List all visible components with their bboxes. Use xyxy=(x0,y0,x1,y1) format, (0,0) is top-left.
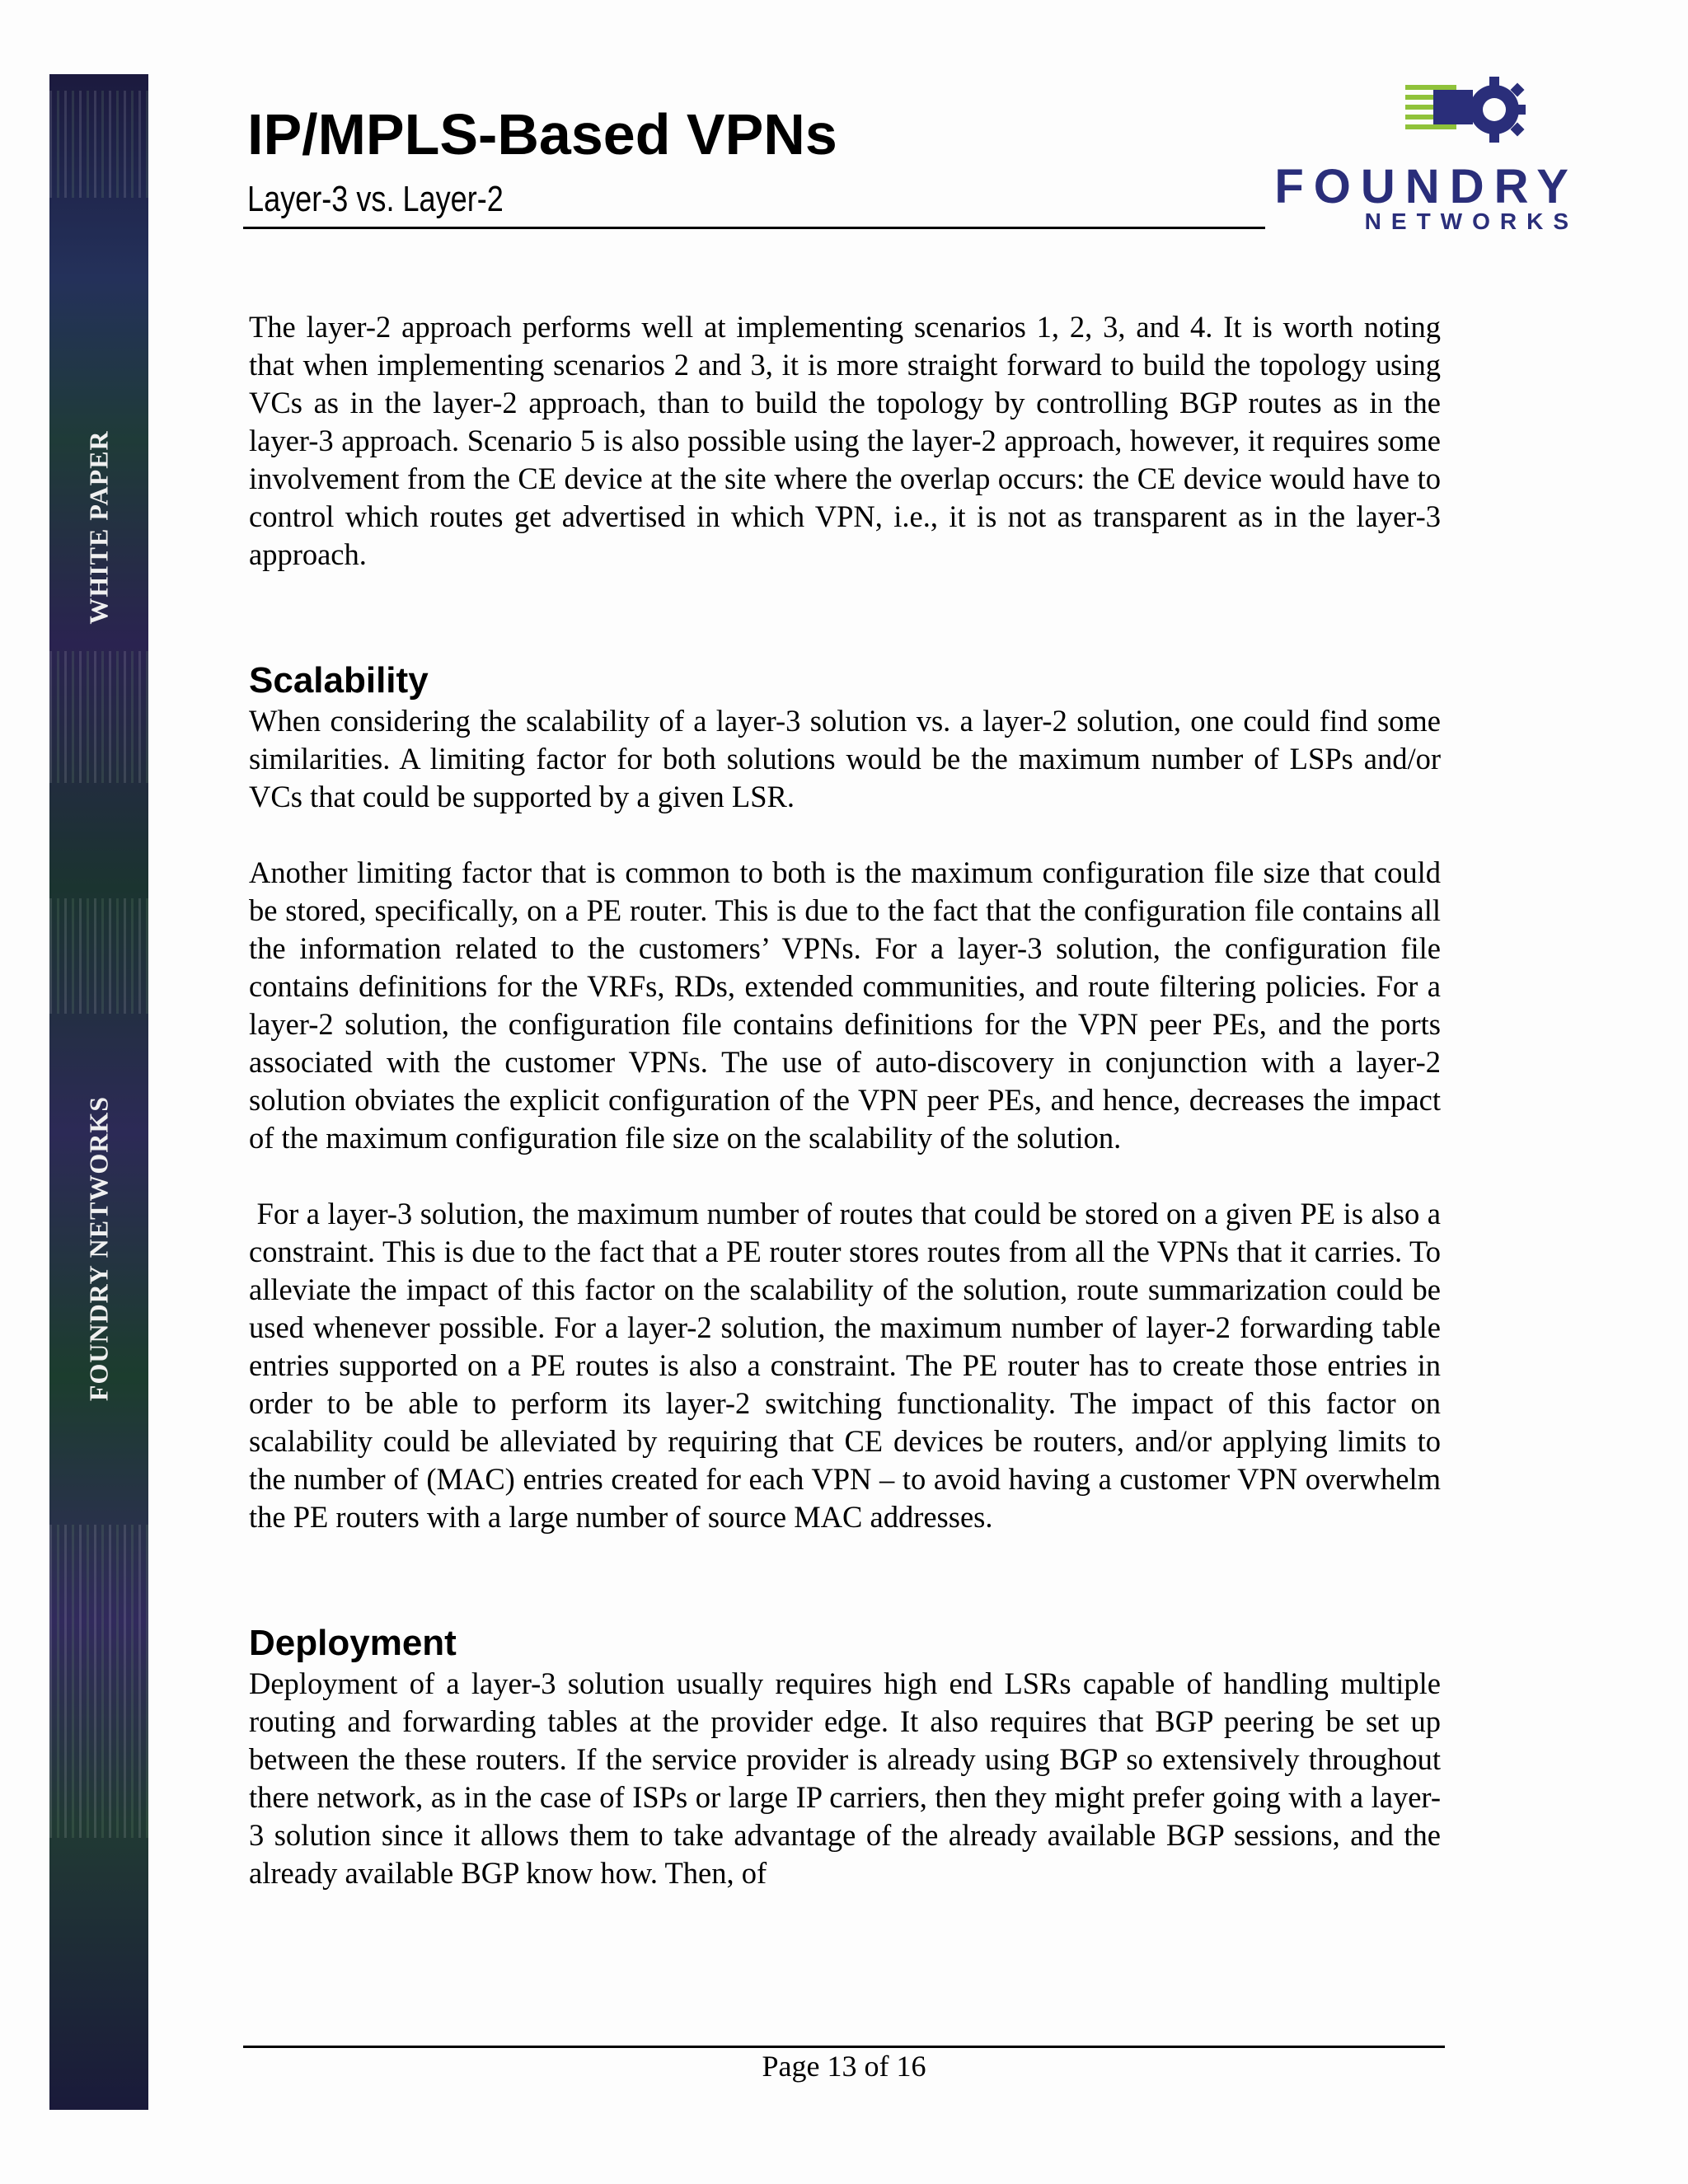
foundry-logo xyxy=(1265,70,1578,243)
section-heading-deployment: Deployment xyxy=(249,1623,457,1663)
page-number: Page 13 of 16 xyxy=(762,2050,926,2083)
band-texture xyxy=(49,1525,148,1838)
side-label-foundry-networks: FOUNDRY NETWORKS xyxy=(83,1095,114,1402)
band-texture xyxy=(49,898,148,1014)
band-texture xyxy=(49,91,148,198)
gear-logo-icon xyxy=(1265,70,1578,161)
scalability-paragraph-1: When considering the scalability of a layer-3 solution vs. a layer-2 solution, one could find some similarities. A limiting factor for both solutions would be the maximum number of LSPs and/or VCs that could be supported by a given LSR. xyxy=(249,704,1441,813)
intro-paragraph: The layer-2 approach performs well at implementing scenarios 1, 2, 3, and 4. It is worth noting that when implementing scenarios 2 and 3, it is more straight forward to build the topology using VCs as in the layer-2 approach, than to build the topology by controlling BGP routes as in the layer-3 approach. Scenario 5 is also possible using the layer-2 approach, however, it requires some involvement from the CE device at the site where the overlap occurs: the CE device would have to control which routes get advertised in which VPN, i.e., it is not as transparent as in the layer-3 approach. xyxy=(249,310,1441,571)
document-subtitle: Layer-3 vs. Layer-2 xyxy=(247,179,504,219)
section-heading-scalability: Scalability xyxy=(249,660,429,701)
logo-wordmark: FOUNDRY xyxy=(1274,160,1578,213)
side-label-white-paper: WHITE PAPER xyxy=(83,430,114,625)
logo-subword: NETWORKS xyxy=(1364,209,1578,234)
main-content xyxy=(249,308,1449,1892)
header-divider xyxy=(243,227,1265,229)
scalability-paragraph-2: Another limiting factor that is common to both is the maximum configuration file size that could be stored, specifically, on a PE router. This is due to the fact that the configuration file contains all the information related to the customers’ VPNs. For a layer-3 solution, the configuration file contains definitions for the VRFs, RDs, extended communities, and route filtering policies. For a layer-2 solution, the configuration file contains definitions for the VPN peer PEs, and the ports associated with the customer VPNs. The use of auto-discovery in conjunction with a layer-2 solution obviates the explicit configuration of the VPN peer PEs, and hence, decreases the impact of the maximum configuration file size on the scalability of the solution. xyxy=(249,855,1441,1155)
band-texture xyxy=(49,651,148,783)
side-decorative-band xyxy=(49,74,148,2110)
scalability-paragraph-3: For a layer-3 solution, the maximum number of routes that could be stored on a given PE is also a constraint. This is due to the fact that a PE router stores routes from all the VPNs that it carries. To alleviate the impact of this factor on the scalability of the solution, route summarization could be used whenever possible. For a layer-2 solution, the maximum number of layer-2 forwarding table entries supported on a PE routes is also a constraint. The PE router has to create those entries in order to be able to perform its layer-2 switching functionality. The impact of this factor on scalability could be alleviated by requiring that CE devices be routers, and/or applying limits to the number of (MAC) entries created for each VPN – to avoid having a customer VPN overwhelm the PE routers with a large number of source MAC addresses. xyxy=(249,1197,1449,1534)
deployment-paragraph-1: Deployment of a layer-3 solution usually requires high end LSRs capable of handling multiple routing and forwarding tables at the provider edge. It also requires that BGP peering be set up between the these routers. If the service provider is already using BGP so extensively throughout there network, as in the case of ISPs or large IP carriers, then they might prefer going with a layer-3 solution since it allows them to take advantage of the already available BGP sessions, and the already available BGP know how. Then, of xyxy=(249,1666,1441,1890)
document-title: IP/MPLS-Based VPNs xyxy=(247,102,837,166)
